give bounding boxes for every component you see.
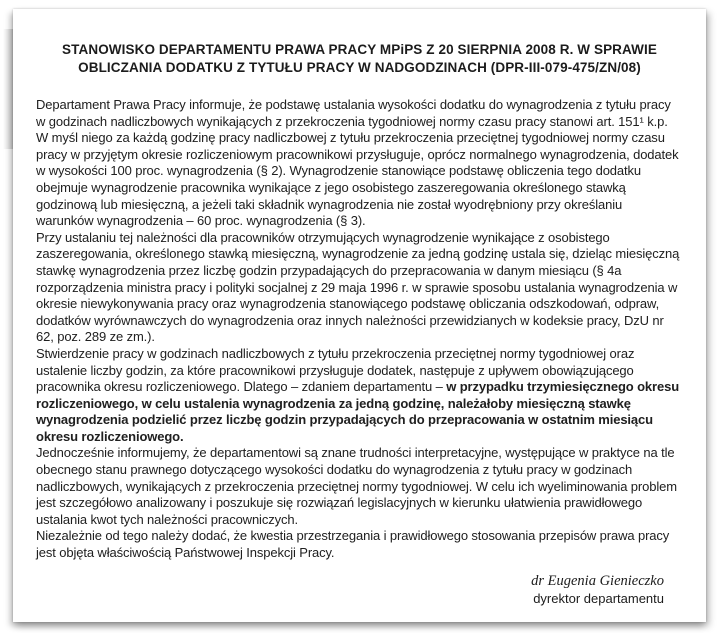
paragraph-bold-text: w przypadku trzymiesięcznego okresu rozliczeniowego, w celu ustalenia wynagrodzenia za jedną godzinę, należałoby miesięczną stawkę wynagrodzenia podzielić przez liczbę godzin przypadających do przepracowania w ostatnim miesiącu okresu rozliczeniowego.	[36, 379, 680, 444]
paragraph-hourly-rate-rule	[36, 230, 683, 346]
document-title	[36, 41, 683, 77]
document-body	[36, 97, 683, 562]
title-line-2: OBLICZANIA DODATKU Z TYTUŁU PRACY W NADGODZINACH (DPR-III-079-475/ZN/08)	[78, 60, 641, 75]
paragraph-text: Przy ustalaniu tej należności dla pracowników otrzymujących wynagrodzenie wynikające z osobistego zaszeregowania, określonego stawką miesięczną, wynagrodzenie za jedną godzinę ustala się, dzieląc miesięczną stawkę wynagrodzenia przez liczbę godzin przypadających do przepracowania w danym miesiącu (§ 4a rozporządzenia ministra pracy i polityki socjalnej z 29 maja 1996 r. w sprawie sposobu ustalania wynagrodzenia w okresie niewykonywania pracy oraz wynagrodzenia stanowiącego podstawę obliczania odszkodowań, odpraw, dodatków wyrównawczych do wynagrodzenia oraz innych należności przewidzianych w kodeksie pracy, DzU nr 62, poz. 289 ze zm.).	[36, 229, 680, 345]
paragraph-interpretation-difficulties	[36, 445, 683, 528]
paragraph-text: Departament Prawa Pracy informuje, że podstawę ustalania wysokości dodatku do wynagrodzenia z tytułu pracy w godzinach nadliczbowych wynikających z przekroczenia tygodniowej normy czasu pracy stanowi art. 151¹ k.p. W myśl niego za każdą godzinę pracy nadliczbowej z tytułu przekroczenia przeciętnej tygodniowej normy czasu pracy w przyjętym okresie rozliczeniowym pracownikowi przysługuje, oprócz normalnego wynagrodzenia, dodatek w wysokości 100 proc. wynagrodzenia (§ 2). Wynagrodzenie stanowiące podstawę obliczenia tego dodatku obejmuje wynagrodzenie pracownika wynikające z jego osobistego zaszeregowania określonego stawką godzinową lub miesięczną, a jeżeli taki składnik wynagrodzenia nie został wyodrębniony przy określaniu warunków wynagrodzenia – 60 proc. wynagrodzenia (§ 3).	[36, 97, 679, 229]
paragraph-labour-inspection	[36, 528, 683, 561]
paragraph-basis-of-allowance	[36, 97, 683, 230]
title-line-1: STANOWISKO DEPARTAMENTU PRAWA PRACY MPiPS Z 20 SIERPNIA 2008 R. W SPRAWIE	[62, 42, 657, 57]
signature-role: dyrektor departamentu	[533, 590, 664, 606]
paragraph-text: Jednocześnie informujemy, że departamentowi są znane trudności interpretacyjne, występujące w praktyce na tle obecnego stanu prawnego dotyczącego wysokości dodatku do wynagrodzenia z tytułu pracy w godzinach nadliczbowych, wynikających z przekroczenia przeciętnej normy tygodniowej. W celu ich wyeliminowania problem jest szczegółowo analizowany i poszukuje się rozwiązań legislacyjnych w kierunku ułatwienia prawidłowego ustalania kwot tych należności pracowniczych.	[36, 445, 677, 527]
document-page	[13, 9, 706, 622]
paragraph-text: Stwierdzenie pracy w godzinach nadliczbowych z tytułu przekroczenia przeciętnej normy tygodniowej oraz ustalenie liczby godzin, za które pracownikowi przysługuje dodatek, następuje z upływem obowiązującego pracownika okresu rozliczeniowego. Dlatego – zdaniem departamentu –	[36, 345, 635, 395]
signature-name: dr Eugenia Gienieczko	[531, 572, 664, 589]
paragraph-department-position	[36, 346, 683, 446]
paragraph-text: Niezależnie od tego należy dodać, że kwestia przestrzegania i prawidłowego stosowania przepisów prawa pracy jest objęta właściwością Państwowej Inspekcji Pracy.	[36, 528, 670, 561]
signature-block	[36, 573, 683, 607]
